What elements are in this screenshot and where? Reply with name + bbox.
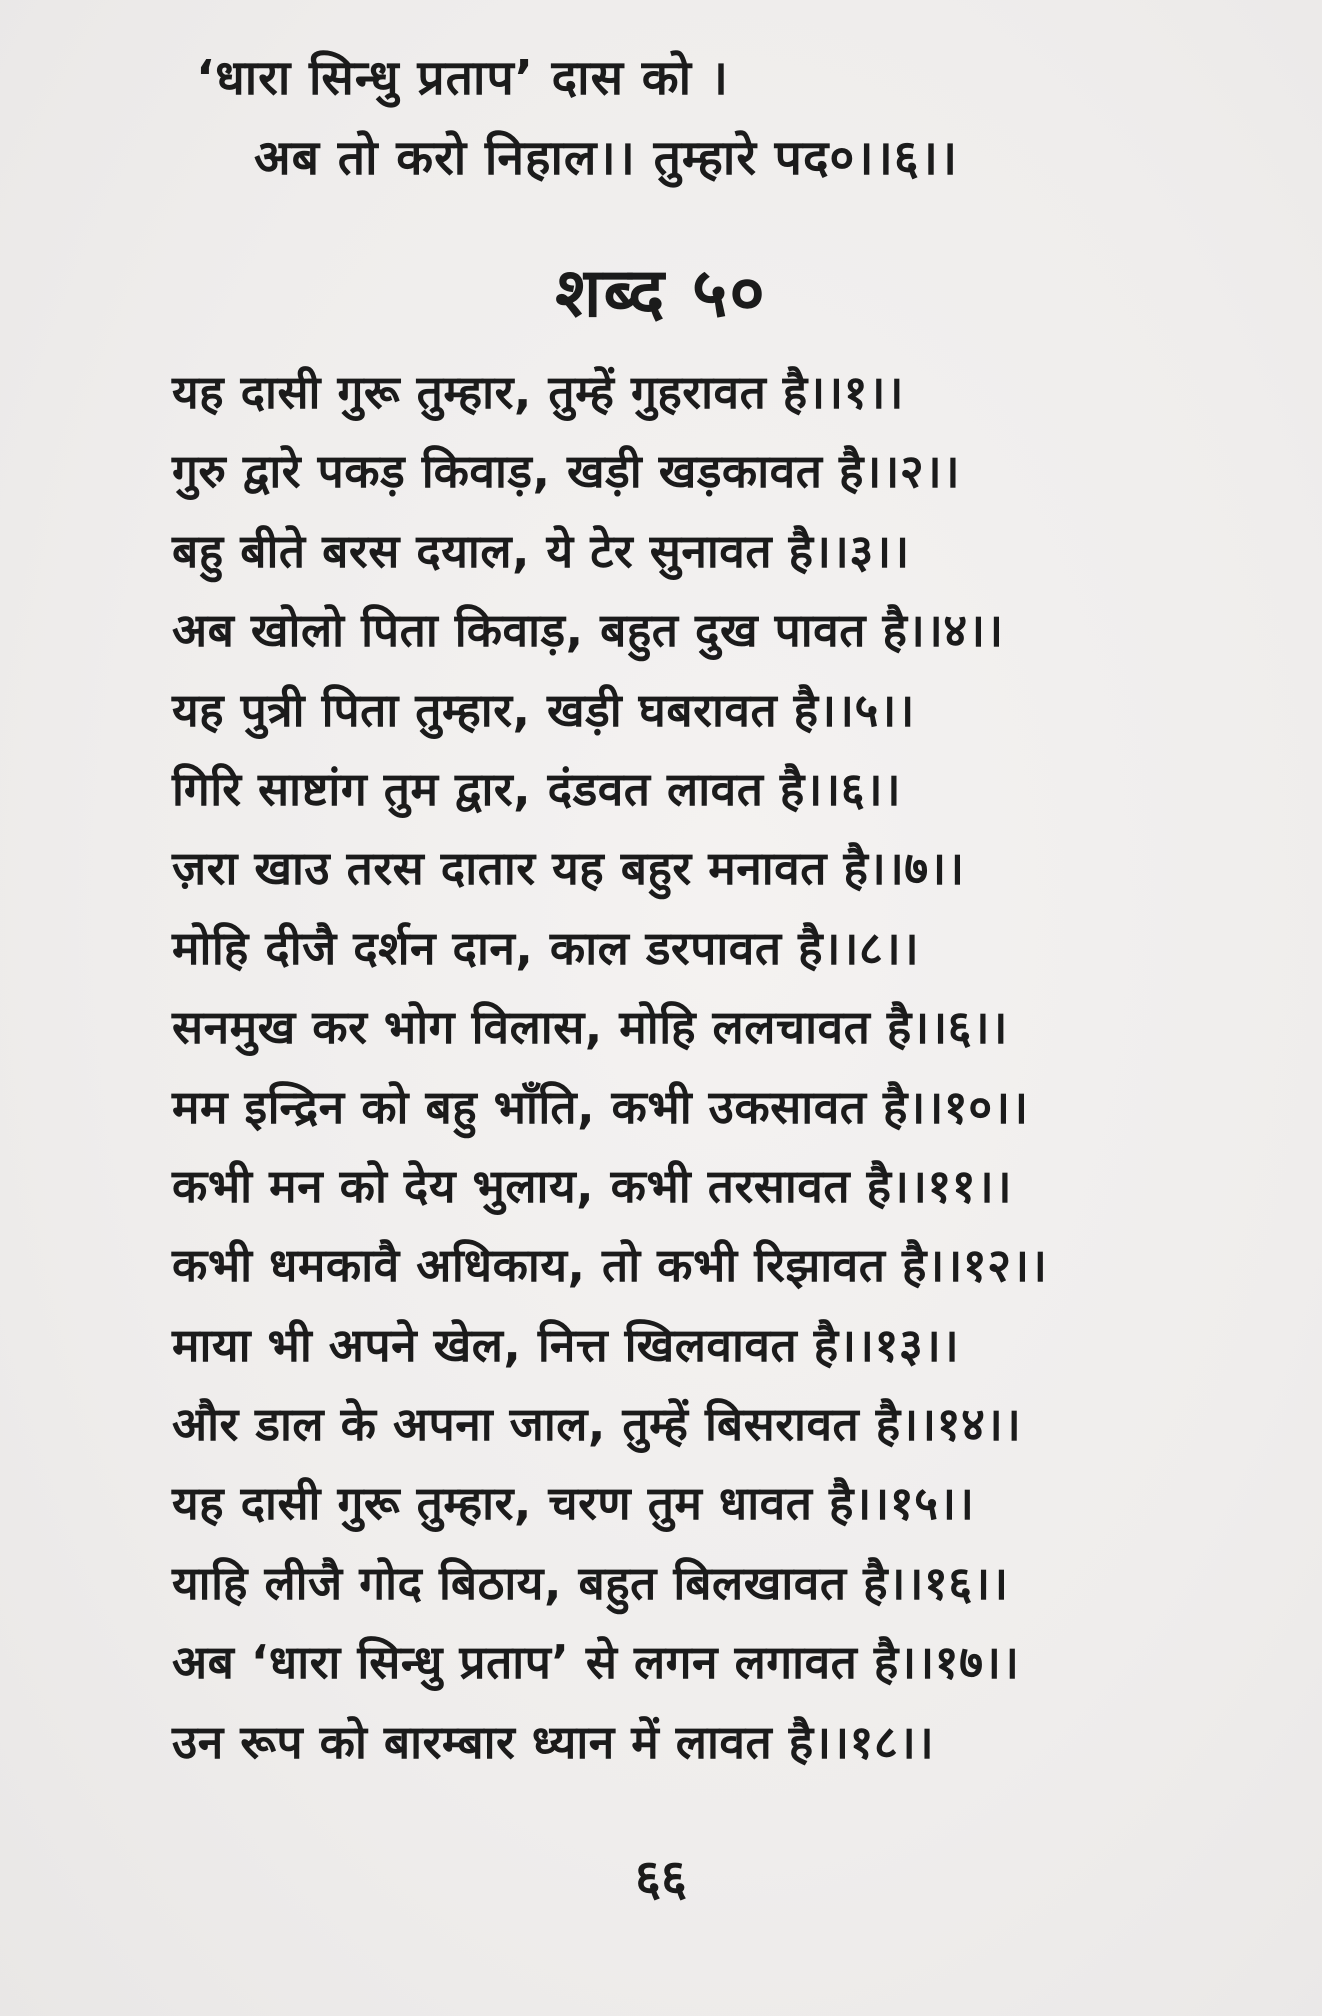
intro-line-2: अब तो करो निहाल।। तुम्हारे पद०।।६।। <box>254 130 959 186</box>
verse-line-2: गुरु द्वारे पकड़ किवाड़, खड़ी खड़कावत है।।२।। <box>172 444 961 499</box>
verse-line-10: मम इन्द्रिन को बहु भाँति, कभी उकसावत है।।१०।। <box>172 1079 1029 1134</box>
verse-line-12: कभी धमकावै अधिकाय, तो कभी रिझावत है।।१२।। <box>172 1238 1048 1293</box>
verse-line-7: ज़रा खाउ तरस दातार यह बहुर मनावत है।।७।। <box>172 841 965 896</box>
verse-line-5: यह पुत्री पिता तुम्हार, खड़ी घबरावत है।।५।। <box>172 682 915 737</box>
verse-line-4: अब खोलो पिता किवाड़, बहुत दुख पावत है।।४।। <box>172 603 1004 658</box>
verse-line-16: याहि लीजै गोद बिठाय, बहुत बिलखावत है।।१६।। <box>172 1555 1009 1610</box>
verse-list <box>172 362 1172 1791</box>
section-heading: शब्द ५० <box>555 254 767 333</box>
verse-line-3: बहु बीते बरस दयाल, ये टेर सुनावत है।।३।। <box>172 523 910 578</box>
verse-line-14: और डाल के अपना जाल, तुम्हें बिसरावत है।।१४।। <box>172 1397 1022 1452</box>
verse-line-9: सनमुख कर भोग विलास, मोहि ललचावत है।।६।। <box>172 1000 1008 1055</box>
verse-line-8: मोहि दीजै दर्शन दान, काल डरपावत है।।८।। <box>172 920 920 975</box>
verse-line-17: अब ‘धारा सिन्धु प्रताप’ से लगन लगावत है।।१७।। <box>172 1635 1020 1690</box>
verse-line-18: उन रूप को बारम्बार ध्यान में लावत है।।१८।। <box>172 1714 935 1769</box>
intro-line-1: ‘धारा सिन्धु प्रताप’ दास को । <box>196 50 729 106</box>
page-number: ६६ <box>635 1849 687 1907</box>
verse-line-6: गिरि साष्टांग तुम द्वार, दंडवत लावत है।।६।। <box>172 761 902 816</box>
verse-line-13: माया भी अपने खेल, नित्त खिलवावत है।।१३।। <box>172 1317 960 1372</box>
verse-line-15: यह दासी गुरू तुम्हार, चरण तुम धावत है।।१५।। <box>172 1476 975 1531</box>
verse-line-11: कभी मन को देय भुलाय, कभी तरसावत है।।११।। <box>172 1158 1013 1213</box>
verse-line-1: यह दासी गुरू तुम्हार, तुम्हें गुहरावत है।।१।। <box>172 365 904 419</box>
